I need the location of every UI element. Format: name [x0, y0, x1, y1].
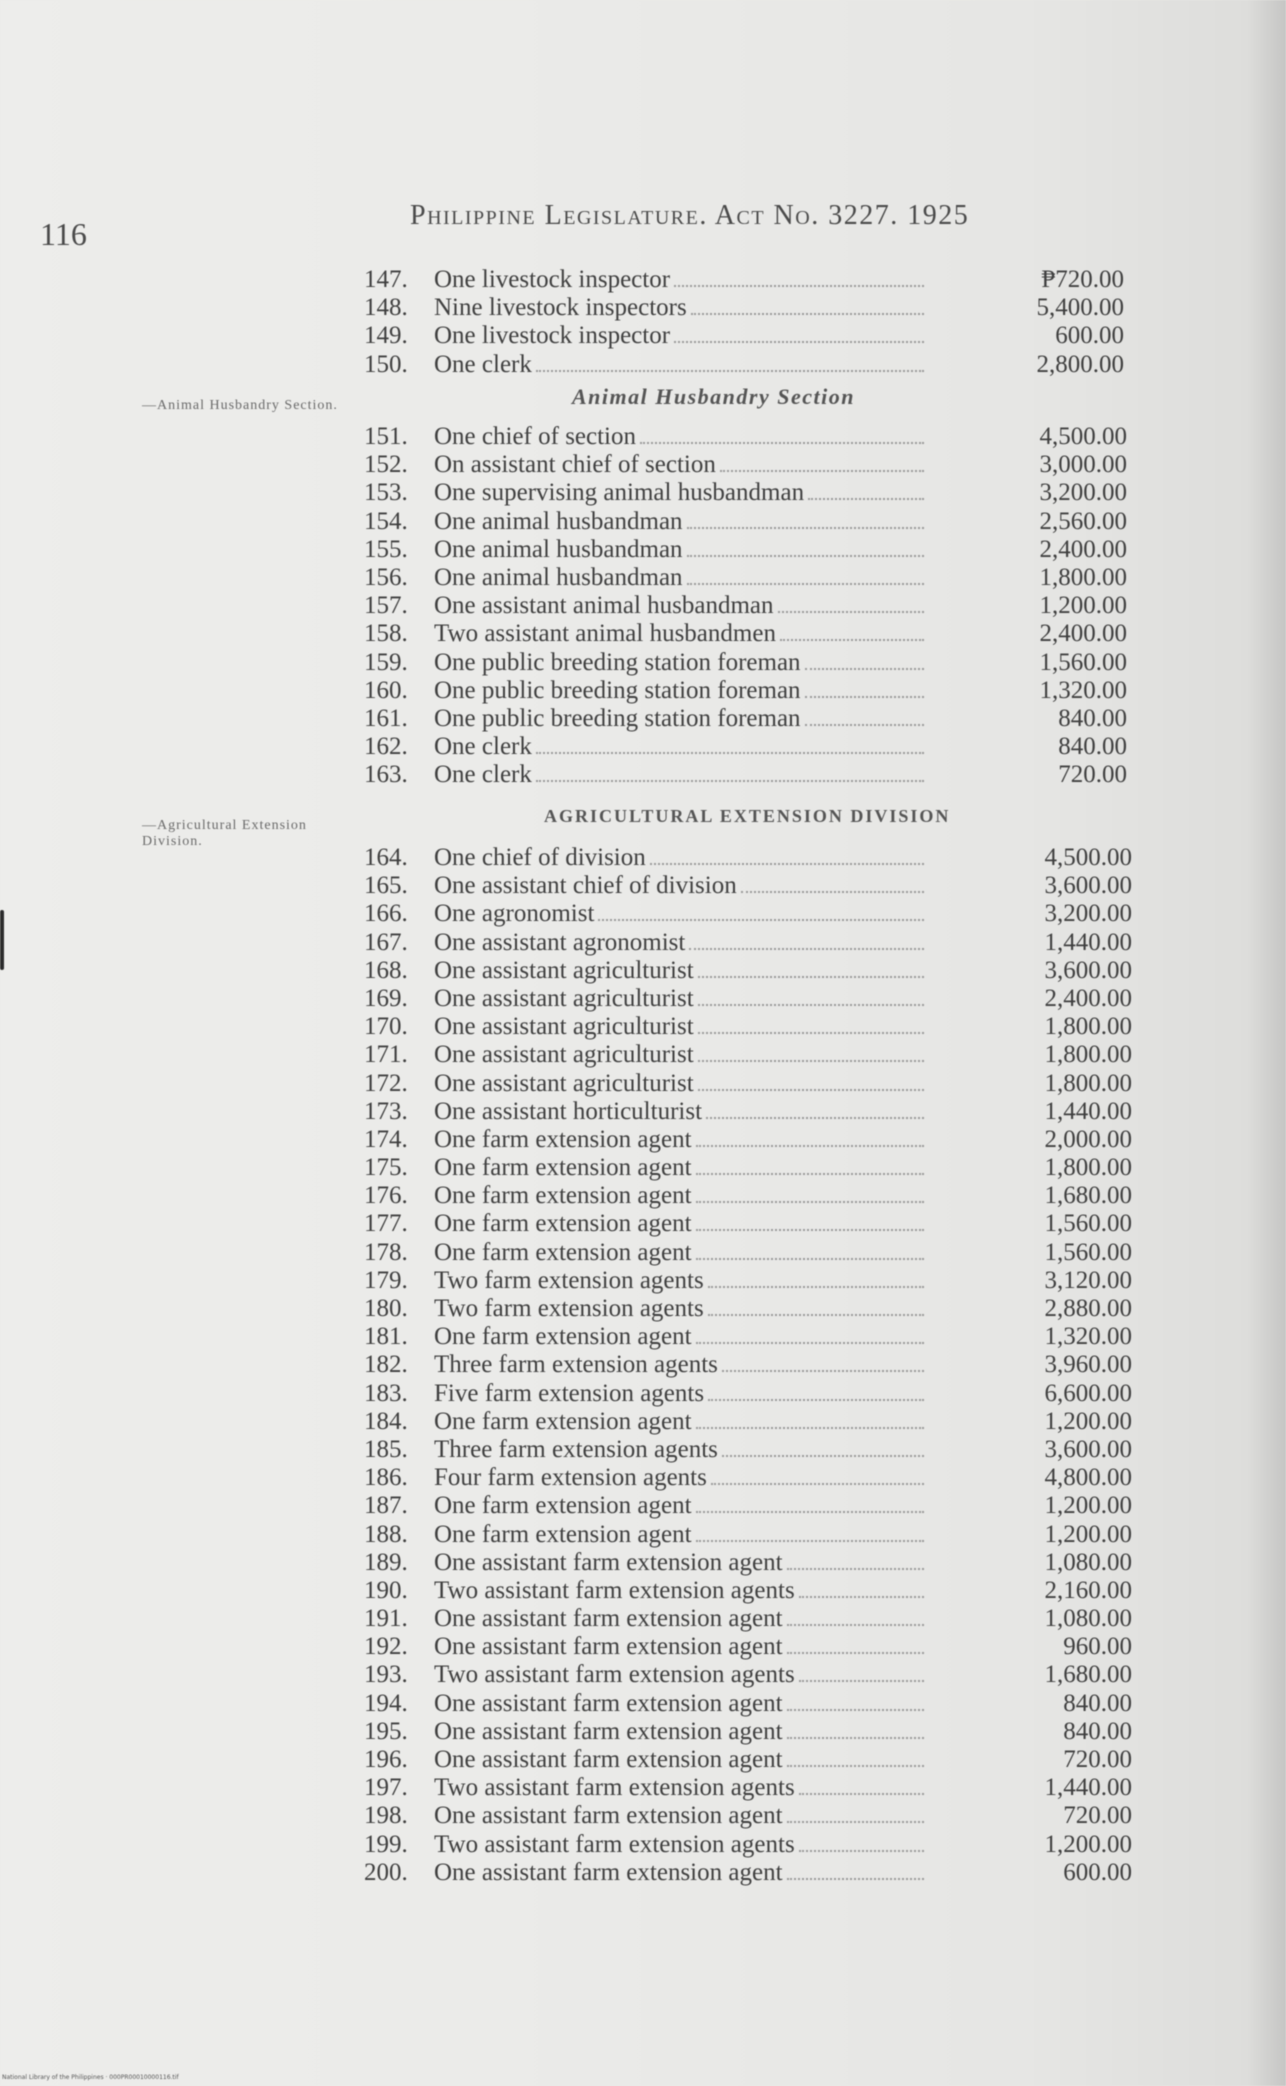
item-description: One farm extension agent [434, 1182, 692, 1210]
item-number: 189. [364, 1548, 408, 1576]
item-amount: 3,120.00 [1044, 1266, 1132, 1294]
item-description: One chief of section [434, 423, 637, 450]
line-item [364, 620, 1127, 648]
dot-leader [696, 1201, 924, 1203]
dot-leader [698, 1032, 924, 1034]
item-amount: 1,200.00 [1044, 1492, 1132, 1520]
item-description: One assistant agronomist [434, 928, 686, 956]
dot-leader [674, 341, 924, 343]
item-number: 178. [364, 1238, 408, 1266]
item-number: 171. [364, 1041, 408, 1069]
dot-leader [696, 1258, 924, 1260]
item-number: 177. [364, 1210, 408, 1238]
dot-leader [708, 1286, 924, 1288]
line-item [364, 1266, 1132, 1295]
item-number: 166. [364, 900, 408, 928]
line-item [364, 1830, 1132, 1859]
item-description: One assistant farm extension agent [434, 1746, 783, 1773]
line-item [364, 1858, 1132, 1887]
item-description: One agronomist [434, 900, 595, 928]
dot-leader [536, 752, 924, 754]
item-number: 170. [364, 1013, 408, 1041]
line-item [364, 1661, 1132, 1689]
line-item [364, 1633, 1132, 1661]
line-item [364, 1210, 1132, 1238]
dot-leader [787, 1709, 924, 1711]
dot-leader [711, 1483, 924, 1485]
line-item [364, 1097, 1132, 1126]
item-amount: 1,320.00 [1044, 1323, 1132, 1351]
item-description: One livestock inspector [434, 322, 671, 350]
item-number: 158. [364, 620, 408, 648]
item-number: 190. [364, 1576, 408, 1604]
line-item [364, 984, 1132, 1013]
dot-leader [696, 1229, 924, 1231]
item-amount: 1,800.00 [1044, 1154, 1132, 1182]
item-amount: 2,160.00 [1044, 1576, 1132, 1604]
item-description: Two assistant farm extension agents [434, 1830, 795, 1858]
binding-mark [0, 910, 4, 970]
item-amount: 600.00 [1063, 1858, 1132, 1886]
item-number: 167. [364, 928, 408, 956]
item-number: 147. [364, 266, 408, 293]
item-amount: 2,560.00 [1039, 507, 1127, 535]
line-item [364, 900, 1132, 928]
item-number: 184. [364, 1407, 408, 1435]
dot-leader [722, 1455, 924, 1457]
item-description: One animal husbandman [434, 563, 683, 591]
line-item [364, 350, 1124, 379]
item-description: Nine livestock inspectors [434, 294, 687, 322]
item-amount: 1,080.00 [1044, 1605, 1132, 1633]
item-description: One public breeding station foreman [434, 648, 801, 676]
page-edge-shadow [1246, 0, 1286, 2086]
dot-leader [799, 1680, 924, 1682]
item-number: 160. [364, 676, 408, 704]
line-item [364, 1351, 1132, 1379]
line-item [364, 1323, 1132, 1351]
line-item [364, 872, 1132, 900]
line-item [364, 844, 1132, 872]
item-number: 186. [364, 1464, 408, 1492]
dot-leader [698, 1060, 924, 1062]
dot-leader [787, 1821, 924, 1823]
item-number: 193. [364, 1661, 408, 1689]
item-number: 172. [364, 1069, 408, 1097]
line-item [364, 1154, 1132, 1182]
item-amount: 840.00 [1058, 733, 1127, 761]
dot-leader [720, 470, 924, 472]
dot-leader [799, 1850, 924, 1852]
item-number: 152. [364, 451, 408, 479]
item-description: One farm extension agent [434, 1238, 692, 1266]
dot-leader [708, 1399, 924, 1401]
item-description: One livestock inspector [434, 266, 671, 293]
item-amount: 2,400.00 [1044, 984, 1132, 1012]
line-item [364, 733, 1127, 761]
margin-note-animal-husbandry: —Animal Husbandry Section. [142, 398, 338, 413]
item-number: 198. [364, 1802, 408, 1830]
item-description: One clerk [434, 350, 532, 378]
line-item [364, 1492, 1132, 1520]
item-description: One farm extension agent [434, 1210, 692, 1238]
item-description: Two assistant farm extension agents [434, 1661, 795, 1689]
item-number: 174. [364, 1125, 408, 1153]
line-item [364, 1774, 1132, 1802]
line-item [364, 1435, 1132, 1464]
line-item [364, 1576, 1132, 1605]
line-item [364, 1069, 1132, 1098]
item-description: One assistant agriculturist [434, 984, 694, 1012]
line-item [364, 563, 1127, 592]
item-description: One assistant farm extension agent [434, 1548, 783, 1576]
item-amount: 6,600.00 [1044, 1379, 1132, 1407]
line-item [364, 1041, 1132, 1069]
item-description: One animal husbandman [434, 507, 683, 535]
item-number: 176. [364, 1182, 408, 1210]
line-item [364, 294, 1124, 322]
item-number: 169. [364, 984, 408, 1012]
dot-leader [698, 1004, 924, 1006]
item-amount: 600.00 [1055, 322, 1124, 350]
item-amount: 1,200.00 [1044, 1407, 1132, 1435]
item-description: One assistant agriculturist [434, 1069, 694, 1097]
section-title-animal-husbandry: Animal Husbandry Section [572, 384, 855, 409]
line-item [364, 1295, 1132, 1323]
item-description: One assistant farm extension agent [434, 1858, 783, 1886]
item-list-c [364, 844, 1132, 1887]
item-description: One assistant farm extension agent [434, 1802, 783, 1830]
item-number: 187. [364, 1492, 408, 1520]
item-description: Five farm extension agents [434, 1379, 705, 1407]
item-amount: 2,400.00 [1039, 535, 1127, 563]
item-amount: 2,400.00 [1039, 620, 1127, 648]
item-number: 191. [364, 1605, 408, 1633]
item-number: 180. [364, 1295, 408, 1322]
line-item [364, 266, 1124, 294]
item-number: 161. [364, 704, 408, 732]
item-number: 162. [364, 733, 408, 761]
item-description: Two assistant farm extension agents [434, 1576, 795, 1604]
dot-leader [536, 780, 924, 782]
dot-leader [696, 1342, 924, 1344]
dot-leader [787, 1652, 924, 1654]
item-description: One farm extension agent [434, 1492, 692, 1520]
item-description: Two assistant animal husbandmen [434, 620, 776, 648]
item-number: 164. [364, 844, 408, 871]
dot-leader [799, 1596, 924, 1598]
item-amount: 1,320.00 [1039, 676, 1127, 704]
dot-leader [787, 1737, 924, 1739]
item-number: 156. [364, 563, 408, 591]
item-description: One assistant agriculturist [434, 1013, 694, 1041]
item-number: 150. [364, 350, 408, 378]
item-amount: 3,600.00 [1044, 1435, 1132, 1463]
line-item [364, 1238, 1132, 1267]
dot-leader [696, 1540, 924, 1542]
line-item [364, 676, 1127, 705]
dot-leader [778, 611, 924, 613]
item-description: One supervising animal husbandman [434, 479, 805, 507]
dot-leader [696, 1173, 924, 1175]
item-number: 188. [364, 1520, 408, 1548]
line-item [364, 1802, 1132, 1830]
item-description: One clerk [434, 733, 532, 761]
item-amount: 1,560.00 [1044, 1238, 1132, 1266]
item-amount: 2,800.00 [1036, 350, 1124, 378]
item-number: 173. [364, 1097, 408, 1125]
dot-leader [687, 555, 924, 557]
item-amount: 4,500.00 [1044, 844, 1132, 871]
item-description: Two farm extension agents [434, 1295, 704, 1322]
dot-leader [696, 1427, 924, 1429]
item-amount: 1,080.00 [1044, 1548, 1132, 1576]
line-item [364, 1520, 1132, 1549]
item-description: One assistant animal husbandman [434, 592, 774, 620]
dot-leader [691, 313, 924, 315]
line-item [364, 1746, 1132, 1774]
item-amount: 1,440.00 [1044, 1097, 1132, 1125]
item-amount: 1,800.00 [1044, 1069, 1132, 1097]
item-number: 165. [364, 872, 408, 900]
line-item [364, 928, 1132, 957]
item-description: One farm extension agent [434, 1154, 692, 1182]
dot-leader [799, 1793, 924, 1795]
item-amount: 840.00 [1063, 1689, 1132, 1717]
item-amount: 1,800.00 [1044, 1013, 1132, 1041]
line-item [364, 507, 1127, 536]
item-amount: ₱720.00 [1041, 266, 1124, 293]
item-amount: 1,560.00 [1039, 648, 1127, 676]
item-amount: 720.00 [1058, 761, 1127, 789]
dot-leader [722, 1370, 924, 1372]
dot-leader [650, 863, 924, 865]
item-description: One farm extension agent [434, 1407, 692, 1435]
dot-leader [741, 891, 924, 893]
item-number: 199. [364, 1830, 408, 1858]
line-item [364, 956, 1132, 985]
dot-leader [708, 1314, 924, 1316]
item-description: One public breeding station foreman [434, 704, 801, 732]
line-item [364, 322, 1124, 350]
dot-leader [689, 948, 924, 950]
page-number: 116 [40, 216, 87, 252]
item-description: One assistant agriculturist [434, 1041, 694, 1069]
item-description: One public breeding station foreman [434, 676, 801, 704]
line-item [364, 1717, 1132, 1746]
item-number: 154. [364, 507, 408, 535]
item-description: Two assistant farm extension agents [434, 1774, 795, 1802]
item-number: 155. [364, 535, 408, 563]
line-item [364, 592, 1127, 620]
item-description: One farm extension agent [434, 1520, 692, 1548]
line-item [364, 1548, 1132, 1577]
item-list-b [364, 423, 1127, 789]
item-description: One farm extension agent [434, 1323, 692, 1351]
item-description: One assistant farm extension agent [434, 1717, 783, 1745]
dot-leader [698, 976, 924, 978]
dot-leader [696, 1145, 924, 1147]
item-amount: 1,440.00 [1044, 1774, 1132, 1802]
item-number: 157. [364, 592, 408, 620]
item-amount: 840.00 [1063, 1717, 1132, 1745]
item-amount: 3,600.00 [1044, 872, 1132, 900]
section-title-agricultural-extension: AGRICULTURAL EXTENSION DIVISION [544, 806, 951, 826]
item-amount: 1,560.00 [1044, 1210, 1132, 1238]
line-item [364, 761, 1127, 789]
item-amount: 720.00 [1063, 1746, 1132, 1773]
item-description: One clerk [434, 761, 532, 789]
item-description: One assistant horticulturist [434, 1097, 703, 1125]
line-item [364, 1182, 1132, 1210]
item-amount: 1,800.00 [1044, 1041, 1132, 1069]
dot-leader [640, 442, 924, 444]
dot-leader [787, 1624, 924, 1626]
item-description: One farm extension agent [434, 1125, 692, 1153]
item-amount: 1,440.00 [1044, 928, 1132, 956]
dot-leader [787, 1568, 924, 1570]
item-amount: 2,880.00 [1044, 1295, 1132, 1322]
item-description: One assistant farm extension agent [434, 1605, 783, 1633]
line-item [364, 1013, 1132, 1041]
item-amount: 1,200.00 [1044, 1830, 1132, 1858]
item-number: 200. [364, 1858, 408, 1886]
dot-leader [805, 668, 924, 670]
item-amount: 720.00 [1063, 1802, 1132, 1830]
item-number: 181. [364, 1323, 408, 1351]
dot-leader [787, 1878, 924, 1880]
item-amount: 960.00 [1063, 1633, 1132, 1661]
item-amount: 3,200.00 [1039, 479, 1127, 507]
item-number: 148. [364, 294, 408, 322]
item-number: 194. [364, 1689, 408, 1717]
item-amount: 1,680.00 [1044, 1182, 1132, 1210]
margin-note-agricultural-extension: —Agricultural Extension Division. [142, 818, 307, 849]
dot-leader [808, 498, 924, 500]
item-number: 153. [364, 479, 408, 507]
line-item [364, 1379, 1132, 1408]
dot-leader [674, 285, 924, 287]
item-description: One chief of division [434, 844, 646, 871]
item-amount: 3,200.00 [1044, 900, 1132, 928]
line-item [364, 1464, 1132, 1492]
item-number: 197. [364, 1774, 408, 1802]
dot-leader [780, 639, 924, 641]
item-amount: 3,600.00 [1044, 956, 1132, 984]
line-item [364, 451, 1127, 479]
item-amount: 3,960.00 [1044, 1351, 1132, 1379]
item-number: 195. [364, 1717, 408, 1745]
item-description: On assistant chief of section [434, 451, 716, 479]
line-item [364, 1605, 1132, 1633]
line-item [364, 535, 1127, 564]
item-number: 182. [364, 1351, 408, 1379]
item-number: 159. [364, 648, 408, 676]
item-description: One assistant chief of division [434, 872, 737, 900]
dot-leader [687, 527, 924, 529]
item-number: 183. [364, 1379, 408, 1407]
item-description: One assistant agriculturist [434, 956, 694, 984]
item-number: 175. [364, 1154, 408, 1182]
item-amount: 4,800.00 [1044, 1464, 1132, 1492]
item-amount: 1,200.00 [1039, 592, 1127, 620]
dot-leader [706, 1117, 924, 1119]
item-amount: 5,400.00 [1036, 294, 1124, 322]
item-description: Two farm extension agents [434, 1266, 704, 1294]
item-number: 149. [364, 322, 408, 350]
item-amount: 1,800.00 [1039, 563, 1127, 591]
dot-leader [805, 696, 924, 698]
line-item [364, 1407, 1132, 1436]
line-item [364, 423, 1127, 451]
item-amount: 3,000.00 [1039, 451, 1127, 479]
item-number: 185. [364, 1435, 408, 1463]
scan-footer: National Library of the Philippines · 000PR00010000116.tif [2, 2074, 179, 2081]
dot-leader [598, 919, 924, 921]
item-number: 163. [364, 761, 408, 789]
item-amount: 1,680.00 [1044, 1661, 1132, 1689]
line-item [364, 1125, 1132, 1154]
item-amount: 1,200.00 [1044, 1520, 1132, 1548]
dot-leader [536, 370, 924, 372]
item-amount: 840.00 [1058, 704, 1127, 732]
item-number: 192. [364, 1633, 408, 1661]
item-description: Four farm extension agents [434, 1464, 707, 1492]
line-item [364, 704, 1127, 733]
item-number: 196. [364, 1746, 408, 1773]
item-description: One assistant farm extension agent [434, 1633, 783, 1661]
dot-leader [696, 1511, 924, 1513]
item-number: 168. [364, 956, 408, 984]
item-amount: 4,500.00 [1039, 423, 1127, 450]
line-item [364, 479, 1127, 507]
item-list-a [364, 266, 1124, 379]
item-description: One assistant farm extension agent [434, 1689, 783, 1717]
dot-leader [687, 583, 924, 585]
item-amount: 2,000.00 [1044, 1125, 1132, 1153]
item-description: Three farm extension agents [434, 1435, 718, 1463]
item-number: 151. [364, 423, 408, 450]
item-description: One animal husbandman [434, 535, 683, 563]
item-number: 179. [364, 1266, 408, 1294]
running-head: Philippine Legislature. Act No. 3227. 1925 [410, 200, 970, 231]
line-item [364, 1689, 1132, 1718]
dot-leader [805, 724, 924, 726]
dot-leader [698, 1089, 924, 1091]
dot-leader [787, 1765, 924, 1767]
line-item [364, 648, 1127, 677]
item-description: Three farm extension agents [434, 1351, 718, 1379]
